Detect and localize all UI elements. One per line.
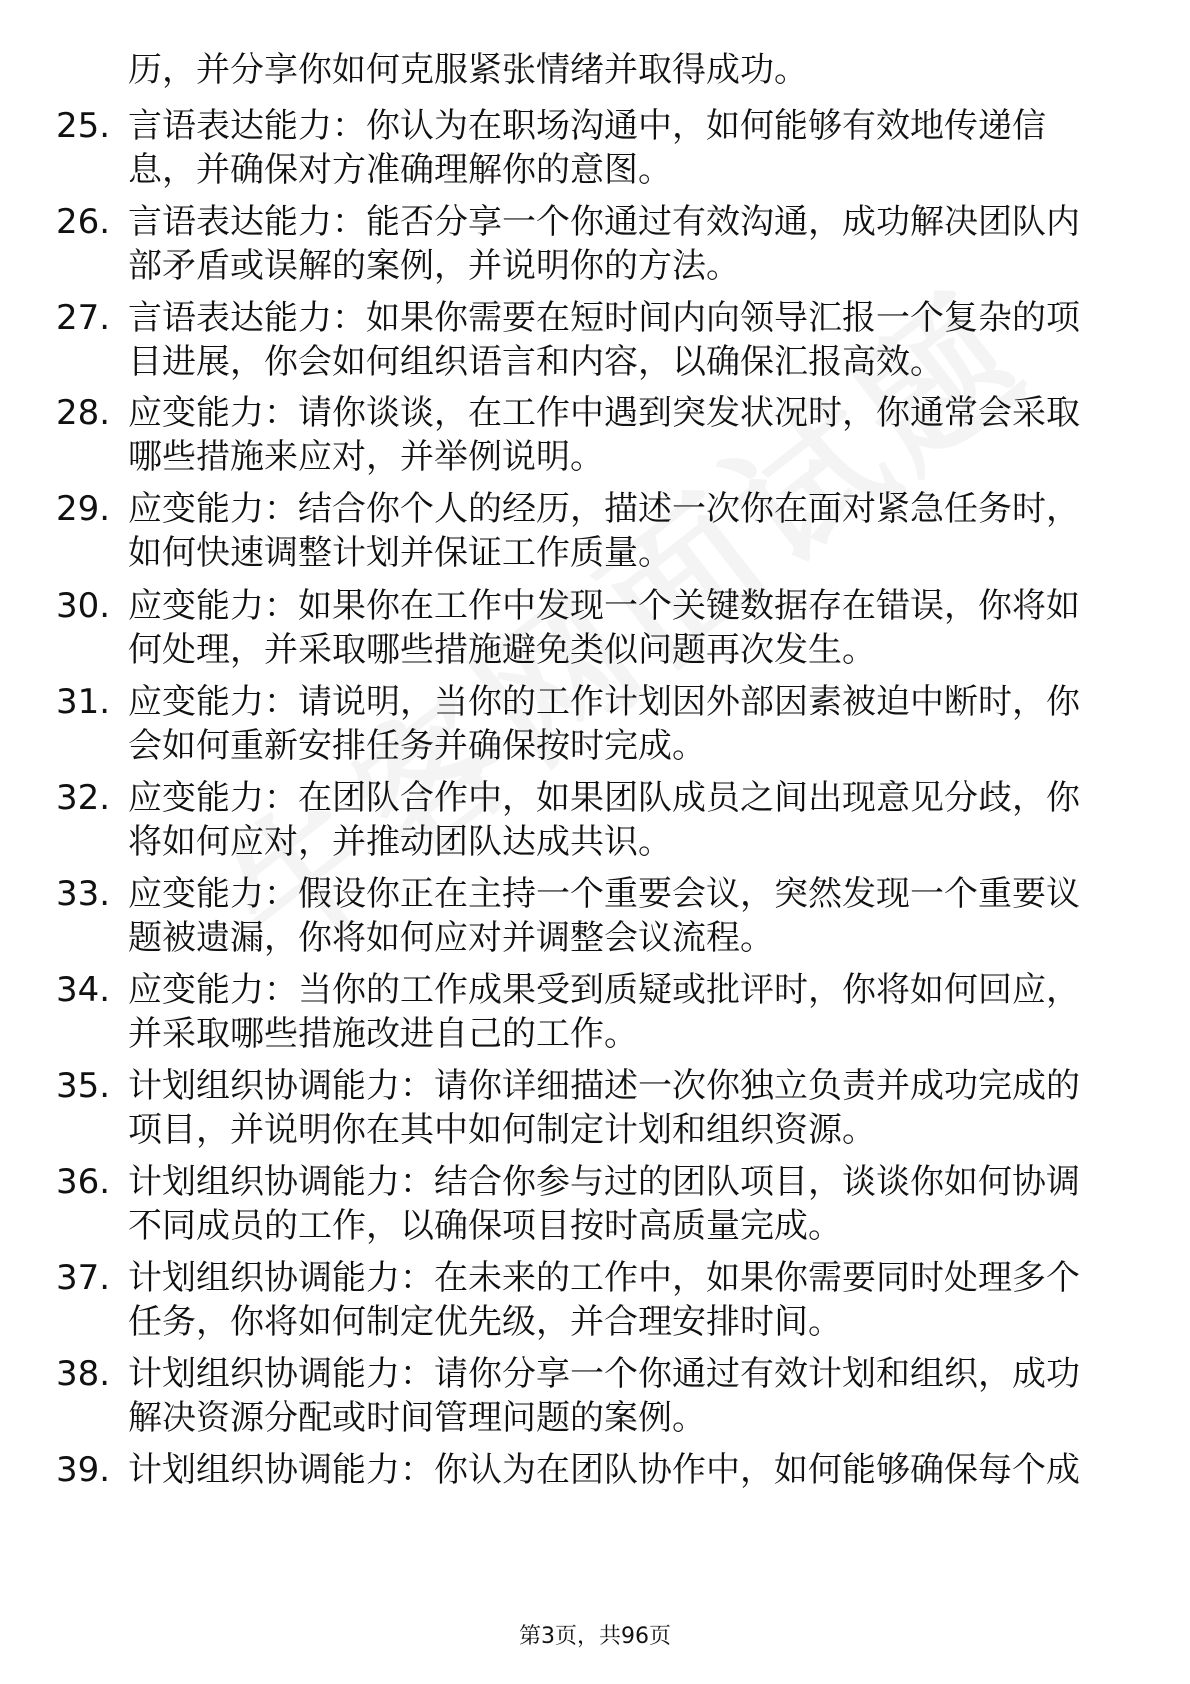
item-text: 言语表达能力：你认为在职场沟通中，如何能够有效地传递信 息，并确保对方准确理解你的意图。 [128,106,1046,190]
item-text: 计划组织协调能力：请你详细描述一次你独立负责并成功完成的 项目，并说明你在其中如何制定计划和组织资源。 [128,1066,1080,1150]
item-number: 28. [56,393,111,433]
item-text: 应变能力：请说明，当你的工作计划因外部因素被迫中断时，你 会如何重新安排任务并确保按时完成。 [128,682,1080,766]
item-number: 26. [56,202,111,242]
item-number: 34. [56,970,111,1010]
item-text: 应变能力：请你谈谈，在工作中遇到突发状况时，你通常会采取 哪些措施来应对，并举例说明。 [128,393,1080,477]
item-number: 36. [56,1162,111,1202]
item-text: 应变能力：当你的工作成果受到质疑或批评时，你将如何回应， 并采取哪些措施改进自己的工作。 [128,970,1080,1054]
item-text: 计划组织协调能力：在未来的工作中，如果你需要同时处理多个 任务，你将如何制定优先级，并合理安排时间。 [128,1258,1080,1342]
item-text: 计划组织协调能力：结合你参与过的团队项目，谈谈你如何协调 不同成员的工作，以确保项目按时高质量完成。 [128,1162,1080,1246]
item-number: 31. [56,682,111,722]
item-number: 39. [56,1450,111,1490]
item-number: 27. [56,298,111,338]
item-number: 33. [56,874,111,914]
item-text: 言语表达能力：如果你需要在短时间内向领导汇报一个复杂的项 目进展，你会如何组织语言和内容，以确保汇报高效。 [128,298,1080,382]
item-number: 37. [56,1258,111,1298]
page-footer: 第3页，共96页 [519,1624,671,1649]
item-text: 应变能力：在团队合作中，如果团队成员之间出现意见分歧，你 将如何应对，并推动团队达成共识。 [128,778,1080,862]
item-text: 计划组织协调能力：请你分享一个你通过有效计划和组织，成功 解决资源分配或时间管理问题的案例。 [128,1354,1080,1438]
item-number: 38. [56,1354,111,1394]
item-number: 30. [56,586,111,626]
item-text: 应变能力：如果你在工作中发现一个关键数据存在错误，你将如 何处理，并采取哪些措施避免类似问题再次发生。 [128,586,1080,670]
item-number: 29. [56,489,111,529]
item-text: 应变能力：假设你正在主持一个重要会议，突然发现一个重要议 题被遗漏，你将如何应对并调整会议流程。 [128,874,1080,958]
item-text: 言语表达能力：能否分享一个你通过有效沟通，成功解决团队内 部矛盾或误解的案例，并说明你的方法。 [128,202,1080,286]
item-number: 32. [56,778,111,818]
item-text: 计划组织协调能力：你认为在团队协作中，如何能够确保每个成 [128,1450,1080,1490]
item-number: 25. [56,106,111,146]
item-text: 历，并分享你如何克服紧张情绪并取得成功。 [128,50,808,90]
item-number: 35. [56,1066,111,1106]
item-text: 应变能力：结合你个人的经历，描述一次你在面对紧急任务时， 如何快速调整计划并保证工作质量。 [128,489,1080,573]
